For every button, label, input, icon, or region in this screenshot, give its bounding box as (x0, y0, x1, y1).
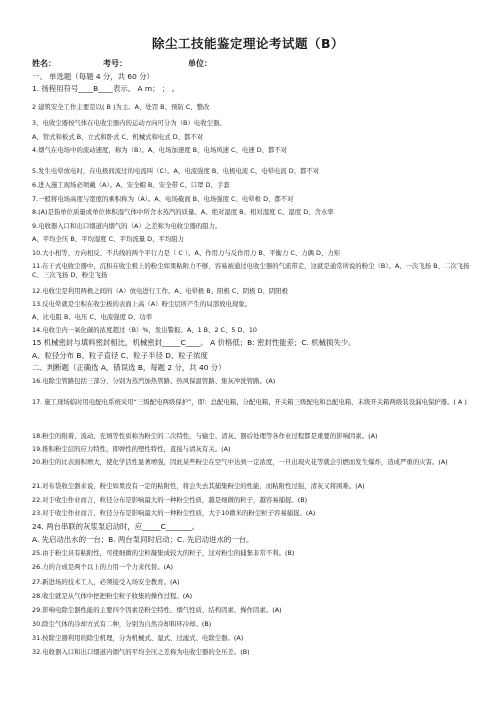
question-line: 12.电收尘是利用两极之间的（A）放电进行工作。A、电晕极 B、阳极 C、阴极 D、阴阳极 (32, 287, 289, 295)
question-line: 6.进入施工现场必须戴（A）。A、安全帽 B、安全带 C、口罩 D、手套 (32, 181, 230, 189)
section-heading: 一、 单选题（每题 4 分，共 60 分） (32, 72, 154, 81)
question-line: 14.电收尘内一氧化碳的浓度超过（B）%，发出警报。A、1 B、2 C、5 D、10 (32, 326, 257, 334)
question-line: 1. 扬程用符号____B____表示。 A m； ； 。 (32, 84, 179, 93)
question-line: 15 机械密封与填料密封相比，机械密封_____C____。 A 价格低；B: 密封性能差；C. 机械损失少。 (32, 338, 356, 347)
question-line: 10.大小相等、方向相反、不共线的两个平行力是（ C ）。A、作用力与反作用力 B、平衡力 C、力偶 D、力矩 (32, 249, 341, 257)
section-heading: 二、判断题（正确选 A，错误选 B，每题 2 分，共 40 分） (32, 363, 226, 372)
question-line: 28.收尘就是从气体中把把粉尘粒子收集的操作过程。(A) (32, 592, 193, 600)
question-line: 18.粉尘的附着、流动、充填等性质称为粉尘的二次特性，与输尘、清灰、器后处理等各作业过程都是重要的影响因素。(A) (32, 432, 378, 440)
question-line: 27.新进场的技术工人，必须接受入场安全教育。(A) (32, 578, 180, 586)
question-line: 5.发生电晕放电时，在电极间流过的电流叫（C）。A、电流强度 B、电极电流 C、电晕电流 D、都不对 (32, 167, 320, 175)
question-line: 21.对布袋收尘器来说，粉尘如果没有一定的粘附性，将会失去其捕集粉尘的性能，而粘附性过强，清灰又将困难。(A) (32, 482, 365, 490)
exam-title: 除尘工技能鉴定理论考试题（B） (151, 36, 345, 51)
question-options: A、平均全压 B、平均湿度 C、平均流量 D、平均阻力 (32, 235, 185, 243)
question-line: 8.(A)是指单位质量或单位体积湿气体中所含水蒸汽的质量。A、绝对湿度 B、相对湿度 C、湿度 D、含水率 (32, 208, 334, 216)
question-line: 9.电收器入口和出口烟道内烟气的（A）之差称为电收尘器的阻力。 (32, 222, 222, 230)
question-line: 17. 施工现场临时用电配电系统采用“三级配电两级保护”，即：总配电箱、分配电箱、开关箱三级配电和总配电箱、末级开关箱两级装设漏电保护器。( A ) (32, 398, 467, 406)
question-line: 4.烟气在电场中的流动速度，称为（B）。A、电场加速度 B、电场风速 C、电速 D、都不对 (32, 146, 288, 154)
question-line: 7.一般将电场高度与宽度的乘积称为（A）。A、电场截面 B、电场强度 C、电晕极 D、都不对 (32, 195, 294, 203)
question-options: A. 先启动出水的一台；B. 两台泵同时启动；C. 先启动进水的一台。 (32, 535, 254, 544)
question-line: 13.反电晕就是尘积在收尘极的表面上高（A）粉尘层所产生的局部放电现象。 (32, 300, 252, 308)
question-line: 3、电收尘器按气体在电收尘器内的运动方向可分为（B）电收尘器。 (32, 119, 226, 127)
question-line: 23.对于收尘作业而言，粒径分布是影响最大的一种粉尘性质，大于10微米的粉尘粒子容易捕捉。(A) (32, 509, 316, 517)
name-label: 姓名： (32, 59, 56, 68)
question-line: 16.电除尘管路包括三部分，分别为蒸汽加热管路、热风保温管路、集灰冲洗管路。(A) (32, 377, 276, 385)
question-line: 22.对于收尘作业而言，粒径分布是影响最大的一种粉尘性质，越是细微的粒子，越容易捕捉。(B) (32, 496, 308, 504)
exam-number-label: 考号： (103, 59, 127, 68)
question-line: 32.电收器入口和出口烟道内烟气的平均全压之差称为电收尘器的全压差。(B) (32, 648, 250, 656)
question-line: 2 建筑安全工作主要是以( B )为主。A、处罚 B、预防 C、整改 (32, 103, 210, 111)
question-line: 19.推积粉尘层的应力特性，即弹性的塑性特性，直接与清灰有关。(A) (32, 445, 231, 453)
question-line: 20.粉尘的比表面积增大，使化学活性显著增强，因此某些粉尘在空气中达到一定浓度，一旦出现火花等就会引燃而发生爆炸，造成严重的灾害。(A) (32, 458, 448, 466)
question-options: A、粒径分布 B、粒子直径 C、粒子半径 D、粒子浓度 (32, 351, 208, 360)
question-line: 26.力的合成是两个以上的力用一个力来代替。(A) (32, 563, 173, 571)
question-line: 25.由于粉尘具有粘附性，可使细微的尘粒凝集成较大的粒子，这对粉尘的捕集非常不利。(B) (32, 549, 295, 557)
question-line: 11.在干式电收尘器中，沉积在收尘极上的粉尘如果粘附力不够，容易被通过电收尘器的气流带走，这就是通常所说的粉尘（B）。A、一次飞扬 B、二次飞扬 C、三次飞扬 D、粉尘飞扬 (32, 262, 470, 279)
unit-label: 单位： (188, 59, 212, 68)
question-options: A、比电阻 B、电压 C、电流强度 D、功率 (32, 313, 153, 321)
question-options: A、管式和板式 B、立式和卧式 C、机械式和电式 D、都不对 (32, 133, 204, 141)
question-line: 31.按除尘器利用的除尘机理，分为机械式、湿式、过滤式、电除尘器。(A) (32, 634, 244, 642)
question-line: 30.除尘气体的冷却方式有二种，分别为自然冷却和环冷却。(B) (32, 620, 212, 628)
question-line: 24. 两台串联的灰浆泵启动时，应_____C_______。 (32, 522, 200, 531)
question-line: 29.影响电除尘器性能的主要四个因素是粉尘特性、烟气性质、结构因素、操作因素。(A) (32, 606, 282, 614)
